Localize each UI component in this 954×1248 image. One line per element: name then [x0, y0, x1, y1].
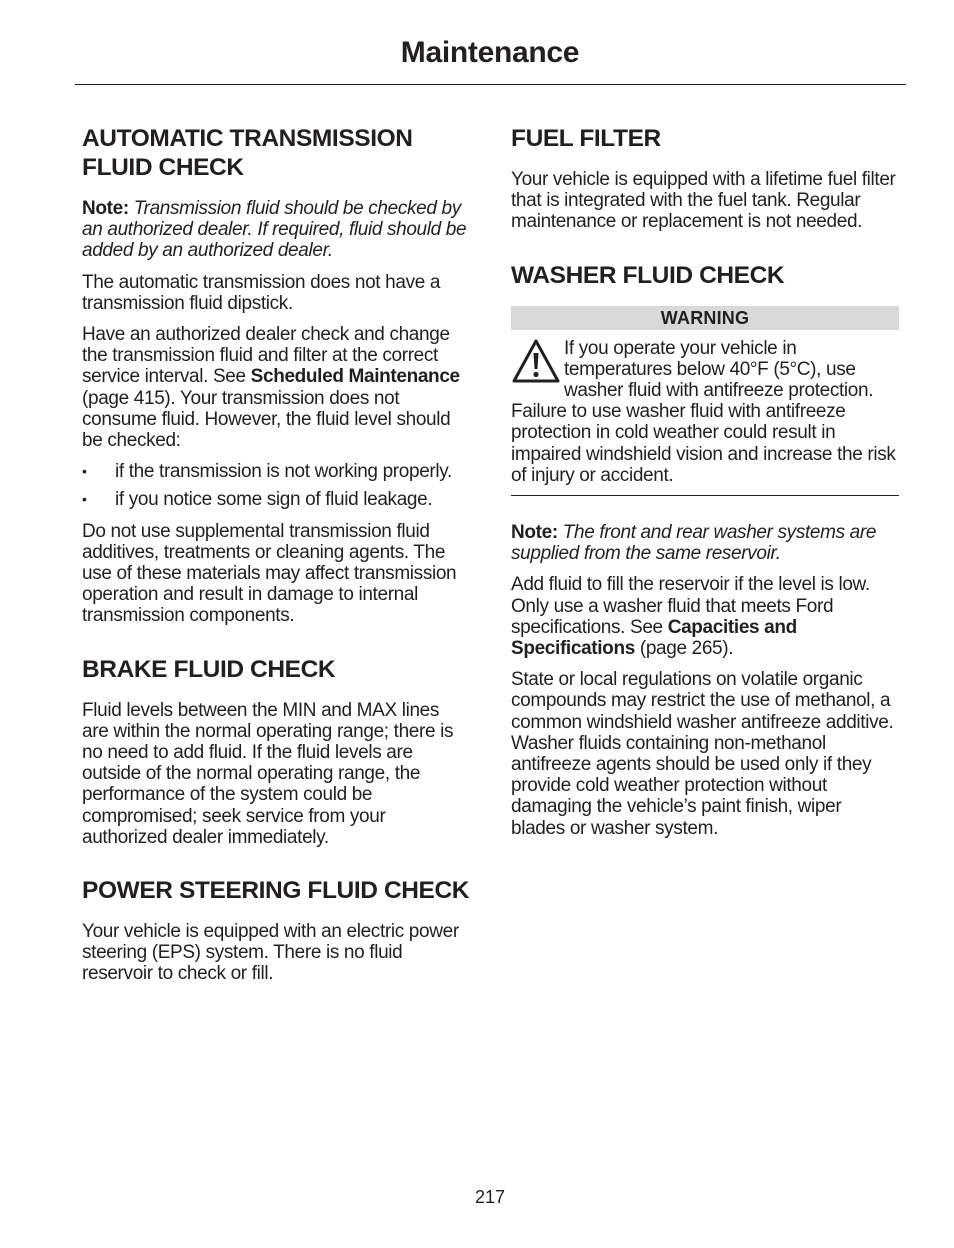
- warning-text: If you operate your vehicle in temperatures below 40°F (5°C), use washer fluid with antifreeze protection. Failure to use washer fluid with antifreeze protection in cold weather could result in impaired windshield vision and increase the risk of injury or accident.: [511, 337, 896, 486]
- header-divider: [75, 84, 906, 85]
- text-run: (page 265).: [634, 638, 734, 660]
- list-item: [82, 489, 470, 510]
- body-paragraph: [511, 574, 899, 659]
- scheduled-maintenance-link[interactable]: Scheduled Maintenance: [250, 366, 460, 388]
- note-text: The front and rear washer systems are supplied from the same reservoir.: [511, 522, 877, 565]
- section-washer-fluid-check: [511, 261, 899, 839]
- note-paragraph: [82, 198, 470, 262]
- note-label: Note:: [511, 522, 558, 544]
- section-automatic-transmission-fluid-check: [82, 124, 470, 627]
- section-heading: AUTOMATIC TRANSMISSION FLUID CHECK: [82, 125, 413, 181]
- text-run: Have an authorized dealer check and change the transmission fluid and filter at the correct service interval. See: [82, 324, 450, 388]
- section-fuel-filter: [511, 124, 899, 233]
- body-paragraph: State or local regulations on volatile organic compounds may restrict the use of methanol, a common windshield washer antifreeze additive. Washer fluids containing non-methanol antifreeze agents should be used only if they provide cold weather protection without damaging the vehicle’s paint finish, wiper blades or washer system.: [511, 669, 894, 839]
- section-brake-fluid-check: [82, 655, 470, 848]
- warning-triangle-icon: [511, 338, 561, 384]
- section-heading: FUEL FILTER: [511, 125, 661, 152]
- bullet-icon: •: [82, 491, 87, 508]
- note-paragraph: [511, 522, 899, 564]
- list-item: [82, 461, 470, 482]
- body-paragraph: Your vehicle is equipped with an electric power steering (EPS) system. There is no fluid reservoir to check or fill.: [82, 921, 459, 985]
- left-column: [82, 124, 470, 1013]
- capacities-and-specifications-link[interactable]: Capacities and Specifications: [511, 616, 797, 660]
- list-item-text: if you notice some sign of fluid leakage.: [115, 489, 433, 511]
- note-text: Transmission fluid should be checked by an authorized dealer. If required, fluid should be added by an authorized dealer.: [82, 198, 467, 262]
- section-heading: POWER STEERING FLUID CHECK: [82, 877, 470, 905]
- list-item-text: if the transmission is not working properly.: [115, 461, 452, 483]
- warning-box: [511, 338, 899, 496]
- body-paragraph: [82, 324, 470, 451]
- body-paragraph: Do not use supplemental transmission fluid additives, treatments or cleaning agents. The use of these materials may affect transmission operation and result in damage to internal transmission components.: [82, 520, 457, 627]
- text-run: Add fluid to fill the reservoir if the level is low. Only use a washer fluid that meets Ford specifications. See: [511, 574, 870, 638]
- warning-banner: WARNING: [511, 306, 899, 330]
- body-paragraph: Your vehicle is equipped with a lifetime fuel filter that is integrated with the fuel tank. Regular maintenance or replacement is not needed.: [511, 169, 896, 233]
- bullet-icon: •: [82, 463, 87, 480]
- section-heading: WASHER FLUID CHECK: [511, 261, 785, 289]
- section-heading: BRAKE FLUID CHECK: [82, 655, 336, 683]
- bullet-list: [82, 461, 470, 510]
- page-number: 217: [474, 1187, 506, 1207]
- page-title: Maintenance: [400, 36, 580, 69]
- note-label: Note:: [82, 198, 129, 219]
- text-run: (page 415). Your transmission does not consume fluid. However, the fluid level should be checked:: [82, 387, 451, 452]
- right-column: [511, 124, 899, 867]
- section-power-steering-fluid-check: [82, 876, 470, 985]
- body-paragraph: Fluid levels between the MIN and MAX lines are within the normal operating range; there is no need to add fluid. If the fluid levels are outside of the normal operating range, the performance of the system could be compromised; seek service from your authorized dealer immediately.: [82, 699, 454, 848]
- body-paragraph: The automatic transmission does not have a transmission fluid dipstick.: [82, 271, 441, 314]
